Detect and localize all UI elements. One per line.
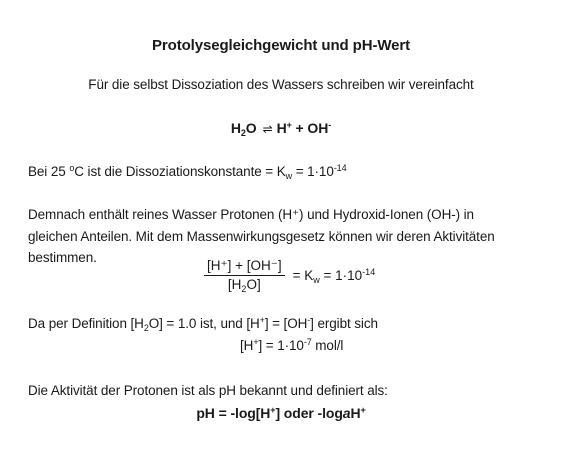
eq1-h-sub: 2 [240,128,246,138]
proton-concentration-result [240,337,343,355]
page-title: Protolysegleichgewicht und pH-Wert [151,37,411,54]
mass-action-formula [204,258,375,293]
ph-activity-symbol: a [342,405,351,421]
def-sub: 2 [143,323,149,333]
kw-sub: w [285,171,293,181]
kw-eq: = 1·10 [292,164,334,179]
water-dissociation-equation [0,119,562,138]
ph-middle: ] oder -log [275,405,343,421]
ph-definition-formula [0,404,562,422]
h-suffix: mol/l [311,338,344,353]
paragraph-line-1: Demnach enthält reines Wasser Protonen (H⁺) und Hydroxid-Ionen (OH-) in [28,207,474,222]
definition-line [28,315,378,333]
h-sup: + [253,337,259,347]
ph-h: H [350,405,361,421]
rhs-sub: w [313,275,320,285]
kw-middle: C ist die Dissoziationskonstante = K [74,164,286,179]
den-sub: 2 [241,284,247,294]
rhs-prefix: = K [292,268,314,283]
kw-degree: o [69,163,75,173]
activity-text: Die Aktivität der Protonen ist als pH bekannt und definiert als: [28,383,388,398]
h-exp: -7 [303,337,312,347]
kw-prefix: Bei 25 [28,164,70,179]
ph-sup: + [270,405,276,415]
eq1-plus: + [295,120,304,136]
h-middle: ] = 1·10 [258,338,304,353]
dissociation-constant-line [28,163,346,181]
def-sup1: + [259,315,265,325]
def-middle2: ] = [OH [264,316,308,331]
fraction [204,258,285,293]
ph-prefix: pH = -log[H [196,405,271,421]
paragraph-line-3: bestimmen. [28,250,97,265]
ph-hsup: + [360,405,366,415]
h-prefix: [H [240,338,254,353]
eq1-hplus: H [276,120,287,136]
den-prefix: [H [227,277,242,292]
def-sup2: - [307,315,311,325]
eq1-oh: OH [307,120,329,136]
den-suffix: O] [246,277,261,292]
eq1-o: O [245,120,257,136]
rhs-eq: = 1·10 [319,268,363,283]
eq1-hplus-sup: + [286,120,292,130]
def-suffix: ] ergibt sich [310,316,378,331]
equilibrium-arrow-icon: ⇌ [262,122,273,136]
intro-text: Für die selbst Dissoziation des Wassers schreiben wir vereinfacht [88,77,474,92]
eq1-h: H [230,120,241,136]
kw-exp: -14 [333,163,347,173]
fraction-rhs [293,268,376,283]
def-middle: O] = 1.0 ist, und [H [148,316,260,331]
def-prefix: Da per Definition [H [28,316,144,331]
rhs-exp: -14 [362,267,376,277]
paragraph-line-2: gleichen Anteilen. Mit dem Massenwirkungsgesetz können wir deren Aktivitäten [28,229,495,244]
eq1-oh-sup: - [328,120,332,130]
fraction-denominator [228,276,261,293]
fraction-numerator: [H⁺] + [OH⁻] [204,258,285,276]
